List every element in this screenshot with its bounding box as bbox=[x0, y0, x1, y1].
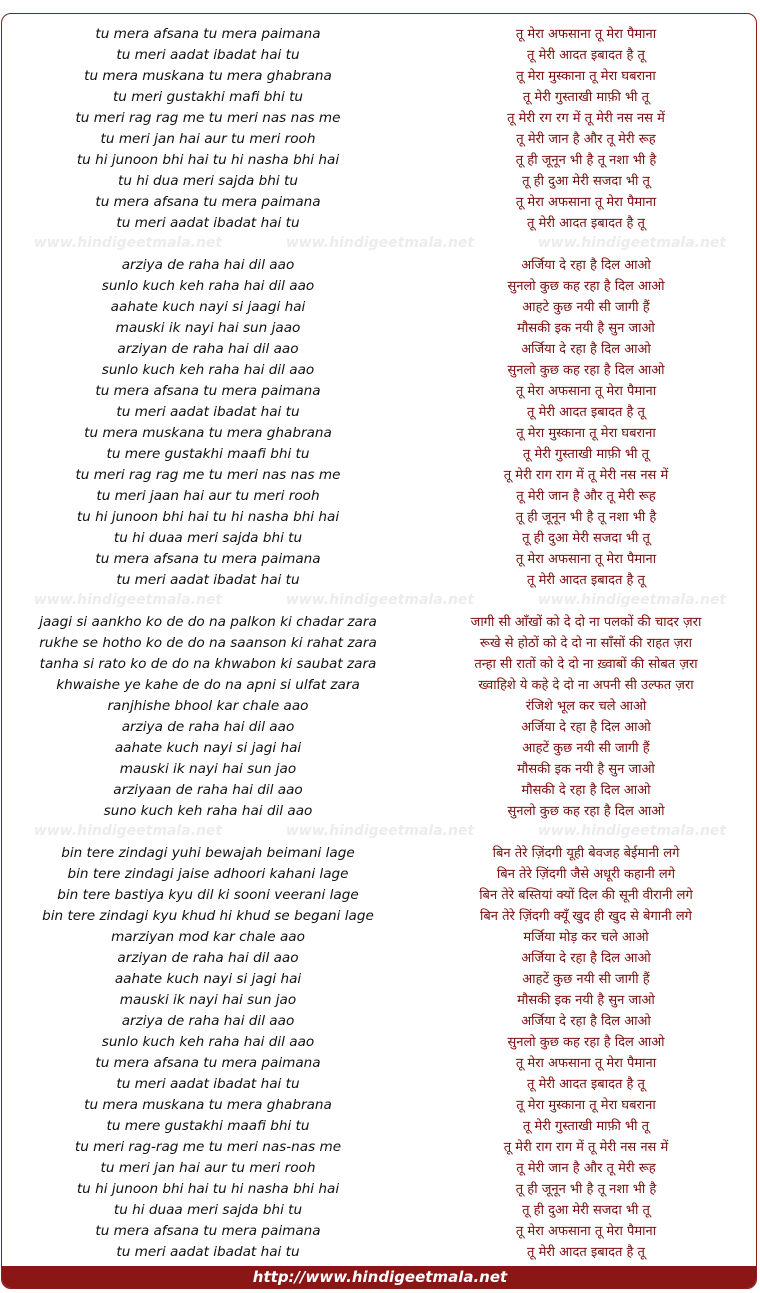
lyric-line bbox=[2, 1032, 757, 1053]
lyric-line bbox=[2, 192, 757, 213]
lyric-english: tu hi junoon bhi hai tu hi nasha bhi hai bbox=[76, 152, 340, 168]
lyric-hindi: तू ही जूनून भी है तू नशा भी है bbox=[515, 153, 657, 168]
lyric-line bbox=[2, 276, 757, 297]
lyric-hindi: अर्जिया दे रहा है दिल आओ bbox=[521, 1014, 651, 1029]
lyric-english: tu meri aadat ibadat hai tu bbox=[116, 404, 300, 420]
lyric-hindi: तू मेरी गुस्ताखी माफ़ी भी तू bbox=[522, 90, 650, 105]
lyric-line bbox=[2, 885, 757, 906]
lyric-hindi: बिन तेरे ज़िंदगी जैसे अधूरी कहानी लगे bbox=[496, 867, 676, 882]
lyric-line bbox=[2, 801, 757, 822]
lyric-hindi: बिन तेरे ज़िंदगी यूही बेवजह बेईमानी लगे bbox=[492, 846, 680, 861]
lyric-hindi: तू मेरा अफसाना तू मेरा पैमाना bbox=[515, 552, 657, 567]
lyric-line bbox=[2, 129, 757, 150]
lyric-hindi: अर्जिया दे रहा है दिल आओ bbox=[521, 258, 651, 273]
lyric-line bbox=[2, 654, 757, 675]
lyric-line bbox=[2, 255, 757, 276]
lyric-line bbox=[2, 927, 757, 948]
lyric-line bbox=[2, 570, 757, 591]
lyric-english: aahate kuch nayi si jaagi hai bbox=[110, 299, 306, 315]
lyric-hindi: मौसकी दे रहा है दिल आओ bbox=[521, 783, 651, 798]
lyric-english: sunlo kuch keh raha hai dil aao bbox=[101, 362, 315, 378]
lyric-english: arziya de raha hai dil aao bbox=[121, 257, 295, 273]
lyric-english: bin tere zindagi kyu khud hi khud se begani lage bbox=[42, 908, 374, 924]
lyric-line bbox=[2, 507, 757, 528]
lyric-line bbox=[2, 297, 757, 318]
lyric-line bbox=[2, 969, 757, 990]
lyric-hindi: मौसकी इक नयी है सुन जाओ bbox=[517, 762, 655, 777]
lyric-hindi: तू मेरा अफसाना तू मेरा पैमाना bbox=[515, 27, 657, 42]
lyric-line bbox=[2, 444, 757, 465]
lyric-hindi: आहटे कुछ नयी सी जागी हैं bbox=[522, 300, 650, 315]
lyric-hindi: तू मेरी आदत इबादत है तू bbox=[527, 216, 645, 231]
stanza bbox=[2, 612, 757, 839]
stanza bbox=[2, 24, 757, 251]
lyric-line bbox=[2, 24, 757, 45]
lyric-english: mauski ik nayi hai sun jao bbox=[119, 761, 297, 777]
lyric-line bbox=[2, 696, 757, 717]
lyric-line bbox=[2, 633, 757, 654]
lyric-english: aahate kuch nayi si jagi hai bbox=[114, 740, 302, 756]
lyric-english: tu meri aadat ibadat hai tu bbox=[116, 1244, 300, 1260]
lyric-line bbox=[2, 213, 757, 234]
lyric-hindi: तू मेरी राग राग में तू मेरी नस नस में bbox=[503, 1140, 669, 1155]
lyric-line bbox=[2, 360, 757, 381]
watermark-text: www.hindigeetmala.net bbox=[537, 823, 727, 839]
watermark-text: www.hindigeetmala.net bbox=[537, 235, 727, 251]
lyric-line bbox=[2, 906, 757, 927]
lyric-line bbox=[2, 990, 757, 1011]
lyric-english: jaagi si aankho ko de do na palkon ki chadar zara bbox=[39, 614, 377, 630]
footer-url[interactable]: http://www.hindigeetmala.net bbox=[2, 1266, 757, 1288]
lyric-line bbox=[2, 1179, 757, 1200]
lyric-hindi: तू मेरा अफसाना तू मेरा पैमाना bbox=[515, 384, 657, 399]
lyric-hindi: बिन तेरे बस्तियां क्यों दिल की सूनी वीरानी लगे bbox=[479, 888, 693, 903]
lyric-line bbox=[2, 423, 757, 444]
lyric-line bbox=[2, 45, 757, 66]
lyric-english: tu mera afsana tu mera paimana bbox=[95, 383, 321, 399]
lyric-hindi: तू मेरा अफसाना तू मेरा पैमाना bbox=[515, 195, 657, 210]
lyric-line bbox=[2, 675, 757, 696]
lyric-hindi: तू मेरी आदत इबादत है तू bbox=[527, 1245, 645, 1260]
lyric-english: mauski ik nayi hai sun jao bbox=[119, 992, 297, 1008]
lyric-english: tu mere gustakhi maafi bhi tu bbox=[106, 446, 310, 462]
lyric-hindi: तू मेरी गुस्ताखी माफ़ी भी तू bbox=[522, 447, 650, 462]
lyric-hindi: जागी सी आँखों को दे दो ना पलकों की चादर ज़रा bbox=[470, 615, 702, 630]
lyric-hindi: तू मेरा मुस्काना तू मेरा घबराना bbox=[516, 426, 656, 441]
lyric-english: tu mera afsana tu mera paimana bbox=[95, 194, 321, 210]
lyric-english: marziyan mod kar chale aao bbox=[111, 929, 305, 945]
watermark-text: www.hindigeetmala.net bbox=[285, 235, 475, 251]
lyric-english: mauski ik nayi hai sun jaao bbox=[115, 320, 301, 336]
lyric-line bbox=[2, 486, 757, 507]
lyric-hindi: तू मेरा मुस्काना तू मेरा घबराना bbox=[516, 69, 656, 84]
lyric-hindi: तू मेरी जान है और तू मेरी रूह bbox=[516, 489, 656, 504]
lyric-hindi: रूखे से होठों को दे दो ना साँसों की राहत ज़रा bbox=[479, 636, 693, 651]
lyric-line bbox=[2, 1158, 757, 1179]
lyric-line bbox=[2, 1221, 757, 1242]
lyric-hindi: तू ही जूनून भी है तू नशा भी है bbox=[515, 510, 657, 525]
lyric-line bbox=[2, 1242, 757, 1263]
lyric-hindi: तू मेरा मुस्काना तू मेरा घबराना bbox=[516, 1098, 656, 1113]
lyric-hindi: सुनलो कुछ कह रहा है दिल आओ bbox=[507, 279, 665, 294]
lyric-english: tu meri jaan hai aur tu meri rooh bbox=[96, 488, 320, 504]
lyric-hindi: तू ही दुआ मेरी सजदा भी तू bbox=[522, 1203, 650, 1218]
lyrics-container bbox=[2, 24, 757, 1263]
lyric-line bbox=[2, 108, 757, 129]
lyric-english: tu hi junoon bhi hai tu hi nasha bhi hai bbox=[76, 509, 340, 525]
lyric-english: tanha si rato ko de do na khwabon ki saubat zara bbox=[39, 656, 377, 672]
lyric-line bbox=[2, 381, 757, 402]
lyric-hindi: तू मेरा अफसाना तू मेरा पैमाना bbox=[515, 1056, 657, 1071]
lyric-line bbox=[2, 87, 757, 108]
lyric-line bbox=[2, 717, 757, 738]
lyric-english: tu hi duaa meri sajda bhi tu bbox=[113, 1202, 303, 1218]
lyric-hindi: तू मेरी आदत इबादत है तू bbox=[527, 573, 645, 588]
lyric-line bbox=[2, 318, 757, 339]
lyric-line bbox=[2, 1095, 757, 1116]
lyric-english: tu meri rag rag me tu meri nas nas me bbox=[75, 467, 341, 483]
lyric-english: tu meri jan hai aur tu meri rooh bbox=[100, 131, 316, 147]
lyric-line bbox=[2, 402, 757, 423]
lyric-english: tu mera afsana tu mera paimana bbox=[95, 1055, 321, 1071]
lyric-english: tu mere gustakhi maafi bhi tu bbox=[106, 1118, 310, 1134]
lyric-english: tu meri rag rag me tu meri nas nas me bbox=[75, 110, 341, 126]
lyric-english: tu meri aadat ibadat hai tu bbox=[116, 215, 300, 231]
lyric-line bbox=[2, 1074, 757, 1095]
watermark-row bbox=[2, 235, 757, 251]
lyric-line bbox=[2, 339, 757, 360]
lyric-english: tu hi dua meri sajda bhi tu bbox=[118, 173, 298, 189]
lyric-line bbox=[2, 1011, 757, 1032]
lyric-hindi: तू मेरी जान है और तू मेरी रूह bbox=[516, 1161, 656, 1176]
lyric-english: tu mera afsana tu mera paimana bbox=[95, 551, 321, 567]
lyric-hindi: बिन तेरे ज़िंदगी क्यूँ खुद ही खुद से बेगानी लगे bbox=[480, 909, 692, 924]
watermark-text: www.hindigeetmala.net bbox=[537, 592, 727, 608]
lyric-english: bin tere bastiya kyu dil ki sooni veerani lage bbox=[57, 887, 359, 903]
lyric-hindi: ख्वाहिशे ये कहे दे दो ना अपनी सी उल्फत ज़रा bbox=[478, 678, 694, 693]
watermark-row bbox=[2, 592, 757, 608]
lyric-hindi: तू मेरी आदत इबादत है तू bbox=[527, 1077, 645, 1092]
lyric-line bbox=[2, 864, 757, 885]
lyric-hindi: तू ही जूनून भी है तू नशा भी है bbox=[515, 1182, 657, 1197]
lyric-hindi: आहटें कुछ नयी सी जागी हैं bbox=[522, 741, 650, 756]
lyric-english: sunlo kuch keh raha hai dil aao bbox=[101, 1034, 315, 1050]
lyric-english: suno kuch keh raha hai dil aao bbox=[103, 803, 313, 819]
watermark-text: www.hindigeetmala.net bbox=[33, 823, 223, 839]
lyric-hindi: तू ही दुआ मेरी सजदा भी तू bbox=[522, 531, 650, 546]
lyric-hindi: मौसकी इक नयी है सुन जाओ bbox=[517, 993, 655, 1008]
lyric-hindi: तन्हा सी रातों को दे दो ना ख़्वाबों की सोबत ज़रा bbox=[474, 657, 698, 672]
lyric-english: arziya de raha hai dil aao bbox=[121, 1013, 295, 1029]
lyric-hindi: तू ही दुआ मेरी सजदा भी तू bbox=[522, 174, 650, 189]
lyric-line bbox=[2, 66, 757, 87]
lyric-line bbox=[2, 549, 757, 570]
lyric-hindi: आहटें कुछ नयी सी जागी हैं bbox=[522, 972, 650, 987]
lyric-line bbox=[2, 612, 757, 633]
lyric-english: arziyan de raha hai dil aao bbox=[117, 341, 299, 357]
lyric-line bbox=[2, 171, 757, 192]
lyric-english: rukhe se hotho ko de do na saanson ki rahat zara bbox=[39, 635, 377, 651]
lyric-english: arziyan de raha hai dil aao bbox=[117, 950, 299, 966]
lyric-english: aahate kuch nayi si jagi hai bbox=[114, 971, 302, 987]
lyric-line bbox=[2, 1137, 757, 1158]
lyric-line bbox=[2, 1053, 757, 1074]
lyric-hindi: तू मेरा अफसाना तू मेरा पैमाना bbox=[515, 1224, 657, 1239]
lyric-line bbox=[2, 1200, 757, 1221]
lyric-english: ranjhishe bhool kar chale aao bbox=[107, 698, 309, 714]
watermark-row bbox=[2, 823, 757, 839]
lyric-line bbox=[2, 759, 757, 780]
lyric-english: tu meri aadat ibadat hai tu bbox=[116, 47, 300, 63]
lyric-english: tu meri rag-rag me tu meri nas-nas me bbox=[74, 1139, 342, 1155]
lyric-english: bin tere zindagi yuhi bewajah beimani lage bbox=[61, 845, 355, 861]
lyric-english: arziya de raha hai dil aao bbox=[121, 719, 295, 735]
lyric-english: arziyaan de raha hai dil aao bbox=[113, 782, 303, 798]
lyric-english: tu mera muskana tu mera ghabrana bbox=[84, 68, 332, 84]
lyric-english: tu meri aadat ibadat hai tu bbox=[116, 1076, 300, 1092]
lyric-line bbox=[2, 528, 757, 549]
lyric-english: tu hi junoon bhi hai tu hi nasha bhi hai bbox=[76, 1181, 340, 1197]
lyric-line bbox=[2, 465, 757, 486]
lyric-hindi: अर्जिया दे रहा है दिल आओ bbox=[521, 951, 651, 966]
lyric-hindi: तू मेरी आदत इबादत है तू bbox=[527, 405, 645, 420]
lyric-hindi: सुनलो कुछ कह रहा है दिल आओ bbox=[507, 1035, 665, 1050]
lyric-english: tu mera muskana tu mera ghabrana bbox=[84, 425, 332, 441]
lyric-hindi: तू मेरी गुस्ताखी माफ़ी भी तू bbox=[522, 1119, 650, 1134]
lyric-hindi: मर्जिया मोड़ कर चले आओ bbox=[523, 930, 649, 945]
lyric-hindi: अर्जिया दे रहा है दिल आओ bbox=[521, 342, 651, 357]
lyric-english: tu meri jan hai aur tu meri rooh bbox=[100, 1160, 316, 1176]
lyric-english: tu meri aadat ibadat hai tu bbox=[116, 572, 300, 588]
lyric-line bbox=[2, 948, 757, 969]
lyric-hindi: तू मेरी जान है और तू मेरी रूह bbox=[516, 132, 656, 147]
lyric-line bbox=[2, 150, 757, 171]
lyric-hindi: सुनलो कुछ कह रहा है दिल आओ bbox=[507, 363, 665, 378]
lyric-english: tu meri gustakhi mafi bhi tu bbox=[112, 89, 304, 105]
watermark-text: www.hindigeetmala.net bbox=[285, 823, 475, 839]
lyric-line bbox=[2, 738, 757, 759]
lyric-english: tu mera afsana tu mera paimana bbox=[95, 1223, 321, 1239]
lyric-line bbox=[2, 780, 757, 801]
watermark-text: www.hindigeetmala.net bbox=[285, 592, 475, 608]
lyric-hindi: तू मेरी रग रग में तू मेरी नस नस में bbox=[507, 111, 665, 126]
lyric-english: sunlo kuch keh raha hai dil aao bbox=[101, 278, 315, 294]
lyric-hindi: रंजिशे भूल कर चले आओ bbox=[525, 699, 647, 714]
lyric-english: tu mera muskana tu mera ghabrana bbox=[84, 1097, 332, 1113]
lyric-english: khwaishe ye kahe de do na apni si ulfat zara bbox=[56, 677, 360, 693]
lyric-english: tu hi duaa meri sajda bhi tu bbox=[113, 530, 303, 546]
stanza bbox=[2, 255, 757, 608]
lyric-english: tu mera afsana tu mera paimana bbox=[95, 26, 321, 42]
lyric-hindi: अर्जिया दे रहा है दिल आओ bbox=[521, 720, 651, 735]
lyric-line bbox=[2, 843, 757, 864]
stanza bbox=[2, 843, 757, 1263]
watermark-text: www.hindigeetmala.net bbox=[33, 235, 223, 251]
lyric-hindi: मौसकी इक नयी है सुन जाओ bbox=[517, 321, 655, 336]
watermark-text: www.hindigeetmala.net bbox=[33, 592, 223, 608]
lyric-hindi: तू मेरी राग राग में तू मेरी नस नस में bbox=[503, 468, 669, 483]
lyric-english: bin tere zindagi jaise adhoori kahani lage bbox=[67, 866, 349, 882]
lyric-hindi: तू मेरी आदत इबादत है तू bbox=[527, 48, 645, 63]
lyric-hindi: सुनलो कुछ कह रहा है दिल आओ bbox=[507, 804, 665, 819]
lyrics-frame bbox=[1, 13, 757, 1289]
lyric-line bbox=[2, 1116, 757, 1137]
